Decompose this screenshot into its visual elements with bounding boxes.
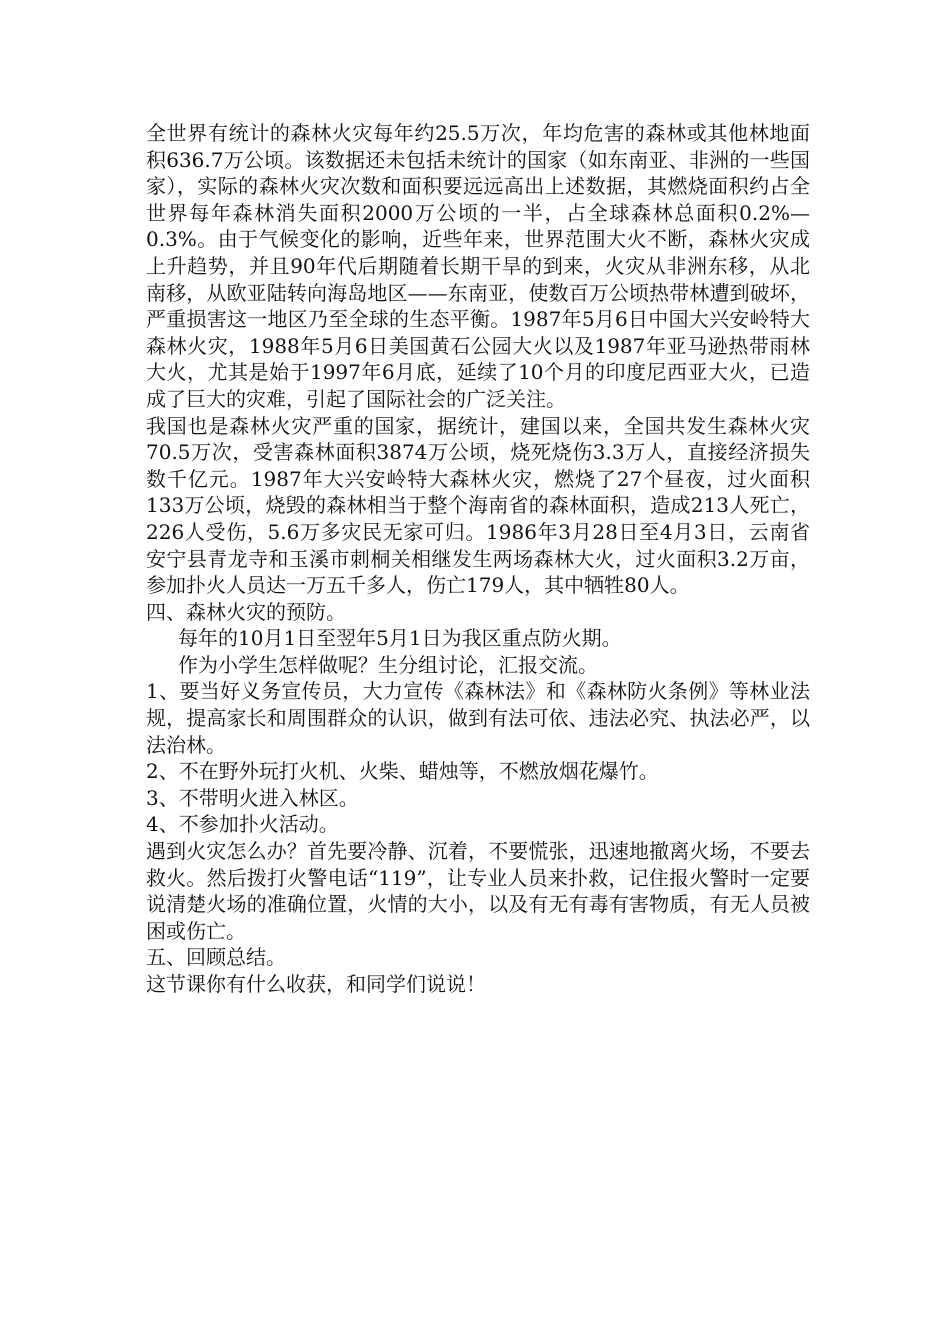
list-item-4: 4、不参加扑火活动。 <box>146 812 339 837</box>
paragraph-world-forest-fires: 全世界有统计的森林火灾每年约25.5万次，年均危害的森林或其他林地面积636.7万公顷。该数据还未包括未统计的国家（如东南亚、非洲的一些国家），实际的森林火灾次数和面积要远远高出上述数据，其燃烧面积约占全世界每年森林消失面积2000万公顷的一半，占全球森林总面积0.2%—0.3%。由于气候变化的影响，近些年来，世界范围大火不断，森林火灾成上升趋势，并且90年代后期随着长期干旱的到来，火灾从非洲东移，从北南移，从欧亚陆转向海岛地区——东南亚，使数百万公顷热带林遭到破坏，严重损害这一地区乃至全球的生态平衡。1987年5月6日中国大兴安岭特大森林火灾，1988年5月6日美国黄石公园大火以及1987年亚马逊热带雨林大火，尤其是始于1997年6月底，延续了10个月的印度尼西亚大火，已造成了巨大的灾难，引起了国际社会的广泛关注。 <box>146 121 810 411</box>
list-item-2: 2、不在野外玩打火机、火柴、蜡烛等，不燃放烟花爆竹。 <box>146 759 659 784</box>
document-body <box>146 120 810 998</box>
list-item-3: 3、不带明火进入林区。 <box>146 785 359 810</box>
section-heading-prevention: 四、森林火灾的预防。 <box>146 599 346 624</box>
paragraph-china-forest-fires: 我国也是森林火灾严重的国家，据统计，建国以来，全国共发生森林火灾70.5万次，受害森林面积3874万公顷，烧死烧伤3.3万人，直接经济损失数千亿元。1987年大兴安岭特大森林火灾，燃烧了27个昼夜，过火面积133万公顷，烧毁的森林相当于整个海南省的森林面积，造成213人死亡，226人受伤，5.6万多灾民无家可归。1986年3月28日至4月3日，云南省安宁县青龙寺和玉溪市刺桐关相继发生两场森林大火，过火面积3.2万亩，参加扑火人员达一万五千多人，伤亡179人，其中牺牲80人。 <box>146 413 810 598</box>
paragraph-discussion-prompt: 作为小学生怎样做呢？生分组讨论，汇报交流。 <box>178 652 598 677</box>
section-heading-review: 五、回顾总结。 <box>146 945 286 970</box>
paragraph-what-to-do: 遇到火灾怎么办？首先要冷静、沉着，不要慌张，迅速地撤离火场，不要去救火。然后拨打火警电话“119”，让专业人员来扑救，记住报火警时一定要说清楚火场的准确位置，火情的大小，以及有无有毒有害物质，有无人员被困或伤亡。 <box>146 839 810 943</box>
list-item-1: 1、要当好义务宣传员，大力宣传《森林法》和《森林防火条例》等林业法规，提高家长和周围群众的认识，做到有法可依、违法必究、执法必严，以法治林。 <box>146 679 810 757</box>
paragraph-closing-question: 这节课你有什么收获，和同学们说说！ <box>146 972 486 996</box>
paragraph-fire-season: 每年的10月1日至翌年5月1日为我区重点防火期。 <box>178 626 622 651</box>
